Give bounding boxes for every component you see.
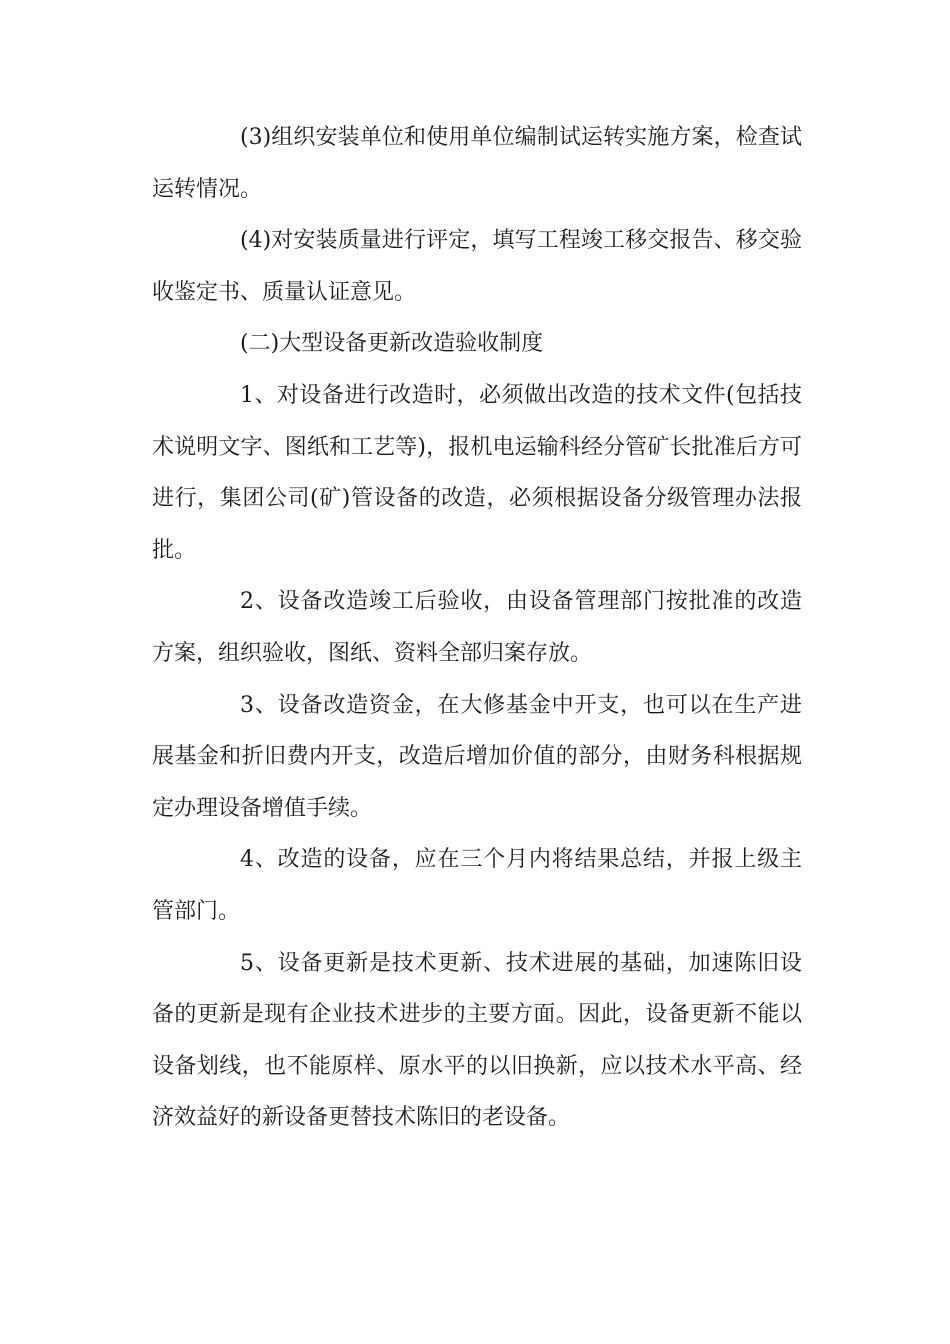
paragraph-rule-1: 1、对设备进行改造时，必须做出改造的技术文件(包括技术说明文字、图纸和工艺等)，报机电运输科经分管矿长批准后方可进行，集团公司(矿)管设备的改造，必须根据设备分级管理办法报批。 bbox=[152, 382, 802, 563]
paragraph-rule-5: 5、设备更新是技术更新、技术进展的基础，加速陈旧设备的更新是现有企业技术进步的主要方面。因此，设备更新不能以设备划线，也不能原样、原水平的以旧换新，应以技术水平高、经济效益好的新设备更替技术陈旧的老设备。 bbox=[152, 950, 802, 1131]
paragraph-rule-4: 4、改造的设备，应在三个月内将结果总结，并报上级主管部门。 bbox=[152, 847, 802, 924]
paragraph-rule-2: 2、设备改造竣工后验收，由设备管理部门按批准的改造方案，组织验收，图纸、资料全部归案存放。 bbox=[152, 589, 802, 666]
paragraph-item-3: (3)组织安装单位和使用单位编制试运转实施方案，检查试运转情况。 bbox=[152, 125, 802, 202]
document-body bbox=[152, 112, 802, 1144]
paragraph-rule-3: 3、设备改造资金，在大修基金中开支，也可以在生产进展基金和折旧费内开支，改造后增加价值的部分，由财务科根据规定办理设备增值手续。 bbox=[152, 692, 802, 821]
section-heading: (二)大型设备更新改造验收制度 bbox=[240, 331, 544, 357]
paragraph-item-4: (4)对安装质量进行评定，填写工程竣工移交报告、移交验收鉴定书、质量认证意见。 bbox=[152, 228, 802, 305]
